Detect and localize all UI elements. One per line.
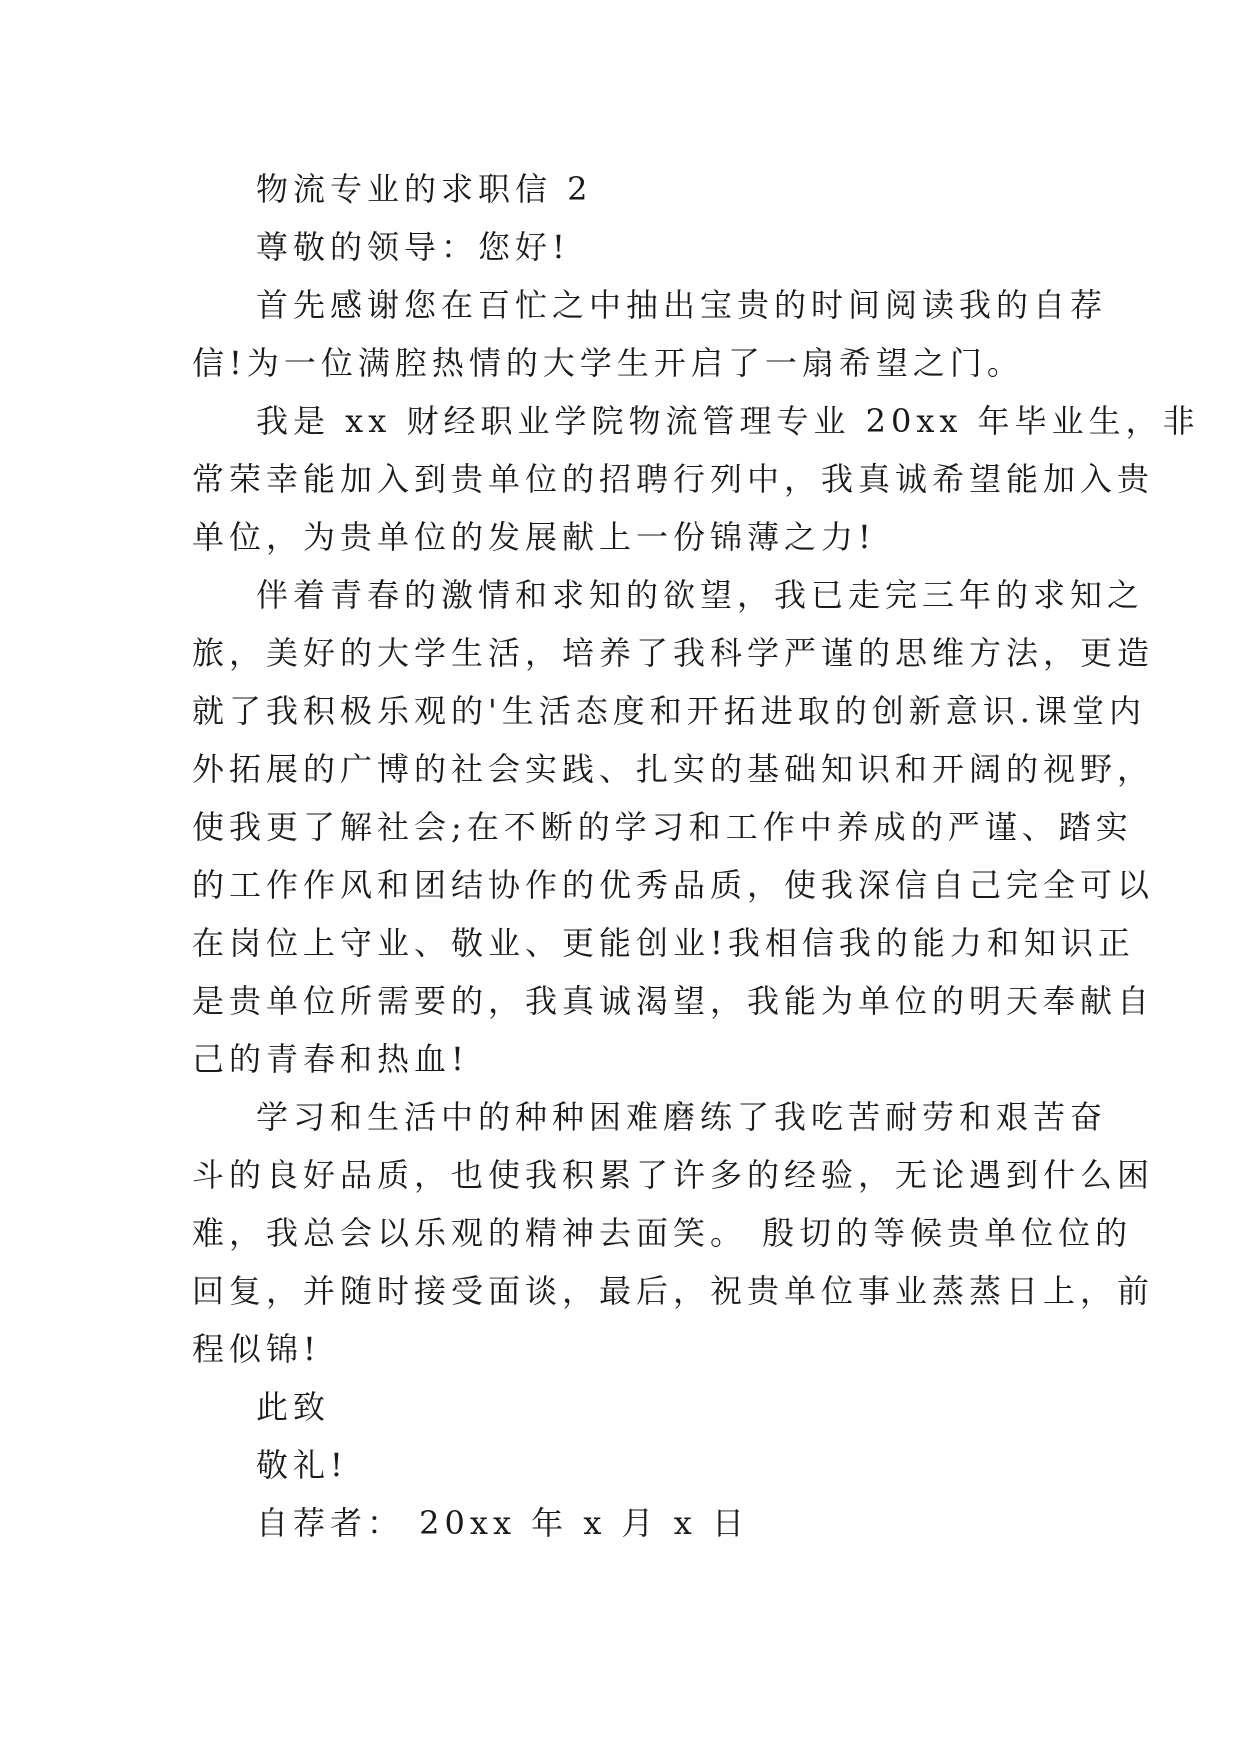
paragraph-line: 我是 xx 财经职业学院物流管理专业 20xx 年毕业生，非 [256,402,1200,440]
paragraph-line: 是贵单位所需要的，我真诚渴望，我能为单位的明天奉献自 [192,982,1155,1020]
letter-body [192,160,1200,1552]
paragraph-line: 难，我总会以乐观的精神去面笑。 殷切的等候贵单位位的 [192,1214,1133,1252]
salutation: 尊敬的领导：您好! [256,228,570,266]
paragraph-line: 就了我积极乐观的'生活态度和开拓进取的创新意识.课堂内 [192,692,1146,730]
paragraph-line: 回复，并随时接受面谈，最后，祝贵单位事业蒸蒸日上，前 [192,1272,1155,1310]
paragraph-line: 使我更了解社会;在不断的学习和工作中养成的严谨、踏实 [192,808,1133,846]
signature-line: 自荐者： 20xx 年 x 月 x 日 [256,1504,749,1542]
paragraph-line: 旅，美好的大学生活，培养了我科学严谨的思维方法，更造 [192,634,1155,672]
paragraph-line: 伴着青春的激情和求知的欲望，我已走完三年的求知之 [256,576,1145,614]
paragraph-line: 首先感谢您在百忙之中抽出宝贵的时间阅读我的自荐 [256,286,1108,324]
paragraph-line: 常荣幸能加入到贵单位的招聘行列中，我真诚希望能加入贵 [192,460,1155,498]
closing-line-2: 敬礼! [256,1446,348,1484]
paragraph-line: 斗的良好品质，也使我积累了许多的经验，无论遇到什么困 [192,1156,1155,1194]
closing-line-1: 此致 [256,1388,331,1426]
paragraph-line: 己的青春和热血! [192,1040,469,1078]
paragraph-line: 学习和生活中的种种困难磨练了我吃苦耐劳和艰苦奋 [256,1098,1108,1136]
paragraph-line: 程似锦! [192,1330,321,1368]
document-title: 物流专业的求职信 2 [256,170,593,208]
paragraph-line: 的工作作风和团结协作的优秀品质，使我深信自己完全可以 [192,866,1155,904]
paragraph-line: 信!为一位满腔热情的大学生开启了一扇希望之门。 [192,344,1024,382]
paragraph-line: 在岗位上守业、敬业、更能创业!我相信我的能力和知识正 [192,924,1135,962]
paragraph-line: 单位，为贵单位的发展献上一份锦薄之力! [192,518,876,556]
paragraph-line: 外拓展的广博的社会实践、扎实的基础知识和开阔的视野， [192,750,1155,788]
